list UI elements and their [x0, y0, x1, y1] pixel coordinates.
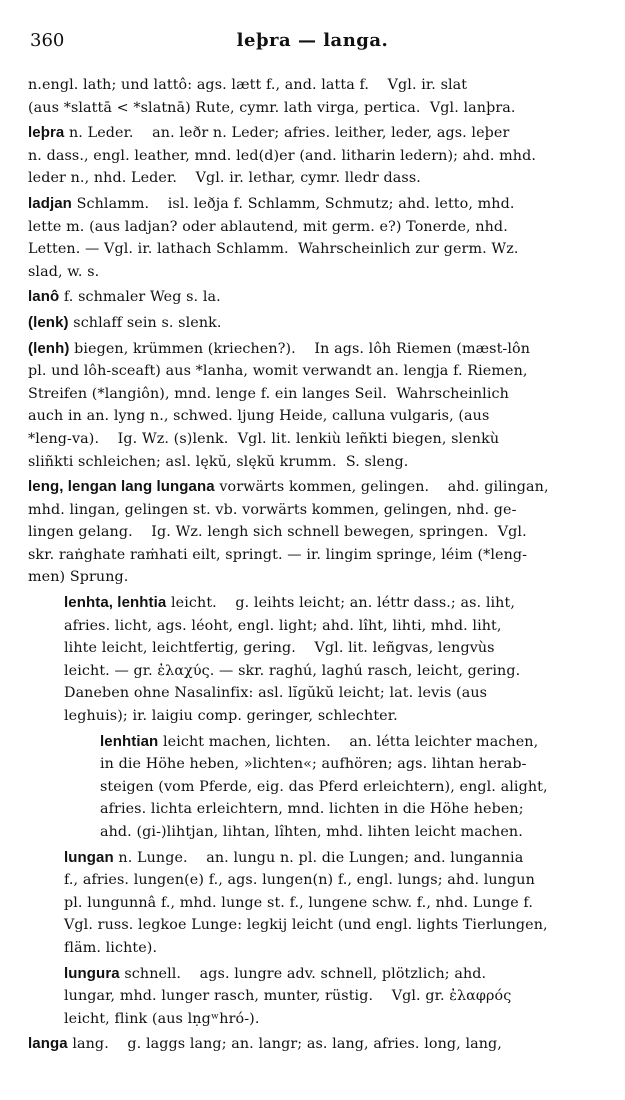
page-header [28, 28, 597, 58]
entry-line: Daneben ohne Nasalinfix: asl. lĭgŭkŭ leicht; lat. levis (aus [64, 685, 488, 702]
entry-headword: langa [28, 1035, 68, 1053]
entry-line: afries. lichta erleichtern, mnd. lichten in die Höhe heben; [100, 801, 524, 818]
entry-line: f. schmaler Weg s. la. [59, 289, 221, 306]
entry-line: steigen (vom Pferde, eig. das Pferd erleichtern), engl. alight, [100, 778, 548, 795]
dictionary-subentry-lungura [28, 963, 597, 1031]
dictionary-entry-langa [28, 1033, 597, 1056]
entry-line: leicht. — gr. ἐλαχύς. — skr. raghú, laghú rasch, leicht, gering. [64, 662, 521, 679]
dictionary-subentry-lenhta [28, 592, 597, 728]
entry-line: n. Lunge. an. lungu n. pl. die Lungen; and. lunganniа [113, 849, 524, 866]
entry-headword: lenhtian [100, 732, 159, 750]
entry-line: Streifen (*langiôn), mnd. lenge f. ein langes Seil. Wahrscheinlich [28, 385, 509, 402]
entry-line: (aus *slattā < *slatnā) Rute, cymr. lath virga, pertica. Vgl. lanþra. [28, 99, 516, 116]
entry-line: pl. und lôh-sceaft) aus *lanha, womit verwandt an. lengja f. Riemen, [28, 363, 528, 380]
entry-line: sliñkti schleichen; asl. lękŭ, slękŭ krumm. S. sleng. [28, 453, 409, 470]
entry-line: *leng-va). Ig. Wz. (s)lenk. Vgl. lit. lenkiù leñkti biegen, slenkù [28, 430, 500, 447]
entry-line: auch in an. lyng n., schwed. ljung Heide, calluna vulgaris, (aus [28, 408, 490, 425]
dictionary-entry-lenk [28, 312, 597, 335]
entry-line: lingen gelang. Ig. Wz. lengh sich schnell bewegen, springen. Vgl. [28, 524, 527, 541]
page-number: 360 [30, 30, 65, 51]
entry-line: n. dass., engl. leather, mnd. led(d)er (and. litharin ledern); ahd. mhd. [28, 147, 537, 164]
entry-line: lungar, mhd. lunger rasch, munter, rüstig. Vgl. gr. ἐλαφρός [64, 988, 512, 1005]
entry-line: pl. lungunnâ f., mhd. lunge st. f., lungene schw. f., nhd. Lunge f. [64, 894, 533, 911]
entry-line: Schlamm. isl. leðja f. Schlamm, Schmutz; ahd. letto, mhd. [71, 195, 515, 212]
entry-line: schnell. ags. lungre adv. schnell, plötzlich; ahd. [119, 965, 487, 982]
entry-line: schlaff sein s. slenk. [68, 314, 222, 331]
entry-headword: (lenh) [28, 339, 70, 357]
entry-line: lang. g. laggs lang; an. langr; as. lang, afries. long, lang, [67, 1036, 502, 1053]
entry-line: Vgl. russ. legkoe Lunge: legkij leicht (und engl. lights Tierlungen, [64, 917, 548, 934]
entry-headword: lungura [64, 964, 120, 982]
entry-line: leder n., nhd. Leder. Vgl. ir. lethar, cymr. lledr dass. [28, 170, 421, 187]
entry-headword: lanô [28, 288, 60, 306]
entry-line: n.engl. lath; und lattô: ags. lætt f., and. latta f. Vgl. ir. slat [28, 77, 468, 93]
dictionary-entry-continuation [28, 74, 597, 119]
entry-line: ahd. (gi-)lihtjan, lihtan, lîhten, mhd. lihten leicht machen. [100, 824, 523, 840]
entry-line: fläm. lichte). [64, 939, 158, 956]
entry-headword: leng, lengan lang lungana [28, 478, 215, 496]
entry-headword: ladjan [28, 194, 72, 212]
dictionary-entry-leng [28, 476, 597, 589]
entry-line: biegen, krümmen (kriechen?). In ags. lôh Riemen (mæst-lôn [69, 340, 531, 357]
dictionary-entry-ladjan [28, 193, 597, 283]
dictionary-entry-lenh [28, 338, 597, 474]
entry-line: slad, w. s. [28, 263, 100, 280]
entry-line: mhd. lingan, gelingen st. vb. vorwärts kommen, gelingen, nhd. ge- [28, 501, 517, 518]
entry-line: lihte leicht, leichtfertig, gering. Vgl. lit. leñgvas, lengvùs [64, 640, 495, 657]
entry-line: afries. licht, ags. léoht, engl. light; ahd. lîht, lihti, mhd. liht, [64, 617, 502, 634]
running-title: leþra — langa. [236, 30, 389, 51]
entry-line: lette m. (aus ladjan? oder ablautend, mit germ. e?) Tonerde, nhd. [28, 218, 508, 235]
entry-line: Letten. — Vgl. ir. lathach Schlamm. Wahrscheinlich zur germ. Wz. [28, 241, 519, 258]
entry-headword: lungan [64, 848, 114, 866]
entry-line: vorwärts kommen, gelingen. ahd. gilingan, [214, 479, 549, 496]
entry-headword: leþra [28, 124, 65, 142]
entry-line: leicht machen, lichten. an. létta leichter machen, [158, 733, 539, 750]
entry-line: leicht. g. leihts leicht; an. léttr dass.; as. liht, [166, 595, 515, 612]
entry-line: f., afries. lungen(e) f., ags. lungen(n) f., engl. lungs; ahd. lungun [64, 872, 535, 889]
entry-headword: lenhta, lenhtia [64, 594, 167, 612]
entry-line: in die Höhe heben, »lichten«; aufhören; ags. lihtan herab- [100, 756, 527, 773]
dictionary-entry-lepra [28, 122, 597, 190]
entry-line: leghuis); ir. laigiu comp. geringer, schlechter. [64, 708, 398, 725]
dictionary-subentry-lenhtian [28, 731, 597, 844]
dictionary-subentry-lungan [28, 847, 597, 960]
dictionary-entry-lano [28, 286, 597, 309]
entry-line: skr. raṅghate raṁhati eilt, springt. — ir. lingim springe, léim (*leng- [28, 546, 528, 563]
entry-line: leicht, flink (aus lṇgʷhró-). [64, 1010, 260, 1027]
entry-headword: (lenk) [28, 313, 69, 331]
entry-line: men) Sprung. [28, 569, 129, 586]
entry-line: n. Leder. an. leðr n. Leder; afries. leither, leder, ags. leþer [64, 125, 510, 142]
